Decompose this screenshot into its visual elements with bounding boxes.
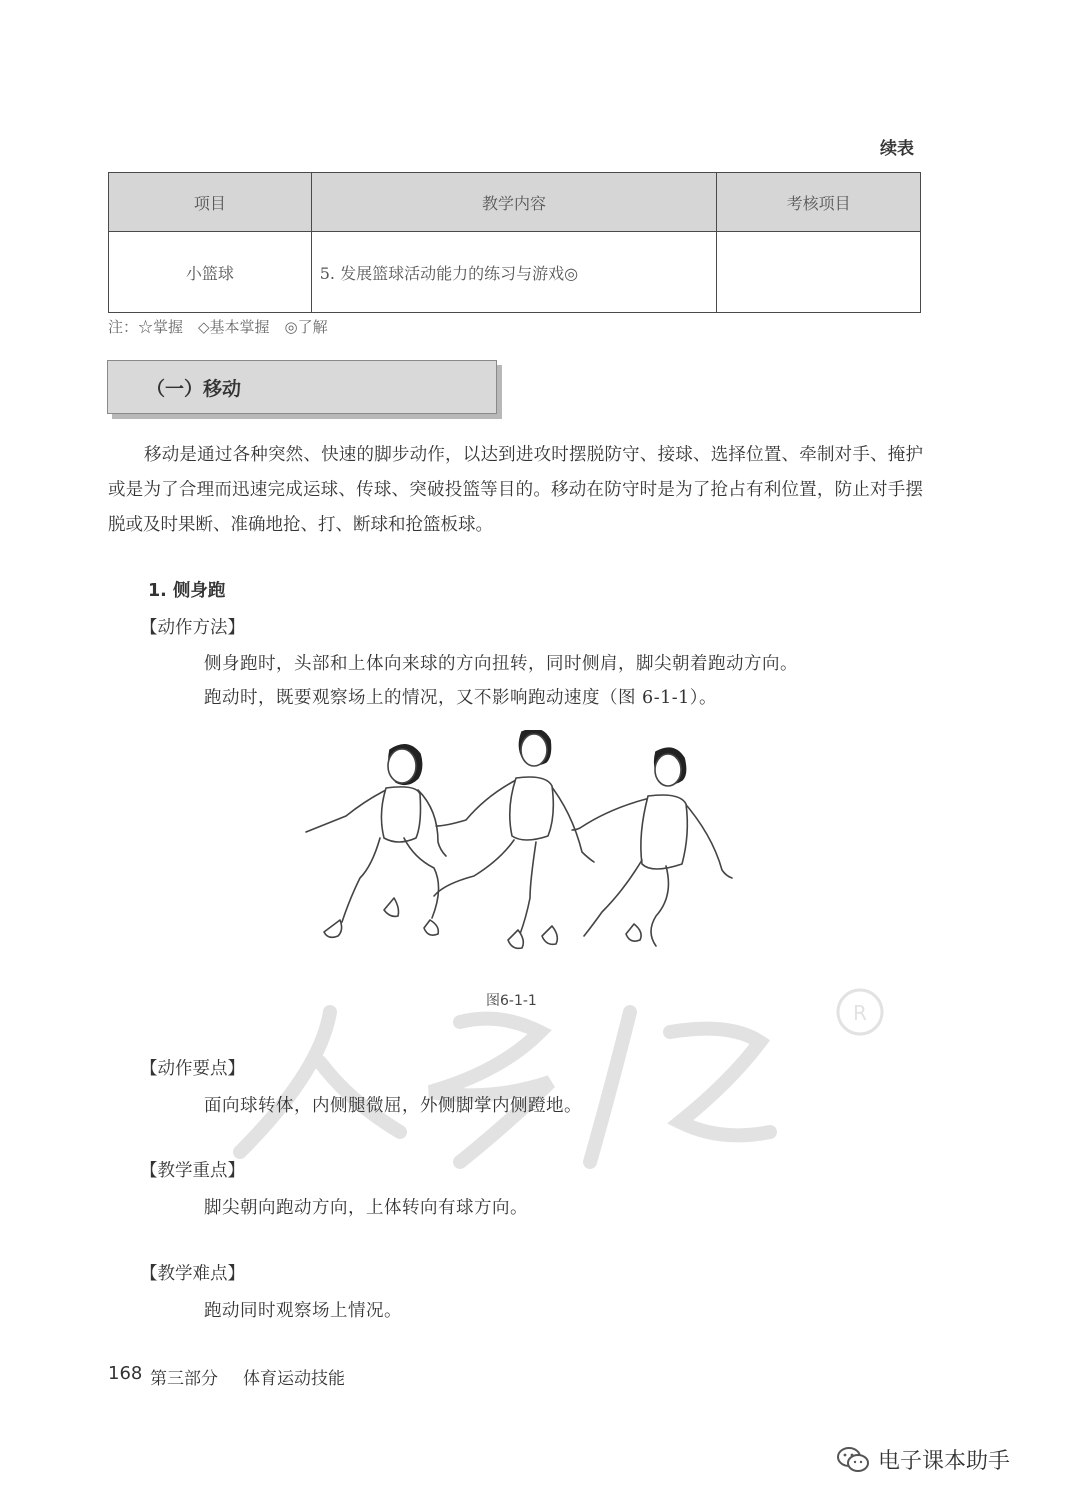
table-cell-item: 小篮球 — [109, 232, 312, 313]
section-heading-box — [107, 360, 497, 414]
table-row — [109, 232, 921, 313]
continued-table-label: 续表 — [880, 139, 914, 159]
table-cell-content: 5. 发展篮球活动能力的练习与游戏◎ — [311, 232, 716, 313]
key-points-label: 【动作要点】 — [140, 1059, 245, 1079]
table-header-item: 项目 — [109, 173, 312, 232]
teaching-focus-text: 脚尖朝向跑动方向，上体转向有球方向。 — [204, 1198, 528, 1218]
teaching-difficulty-label: 【教学难点】 — [140, 1264, 245, 1284]
footer-title: 体育运动技能 — [243, 1369, 345, 1389]
svg-text:R: R — [853, 1001, 867, 1025]
curriculum-table — [108, 172, 921, 313]
table-cell-assessment — [717, 232, 921, 313]
action-method-label: 【动作方法】 — [140, 618, 245, 638]
side-running-illustration — [290, 730, 740, 960]
teaching-difficulty-text: 跑动同时观察场上情况。 — [204, 1301, 402, 1321]
table-header-content: 教学内容 — [311, 173, 716, 232]
wechat-account-badge — [836, 1444, 1010, 1475]
section-title: （一）移动 — [146, 378, 242, 400]
runner-figure-3 — [542, 748, 732, 946]
figure-caption: 图6-1-1 — [486, 993, 537, 1009]
page-number: 168 — [108, 1363, 143, 1384]
publisher-watermark — [210, 972, 900, 1172]
key-points-text: 面向球转体，内侧腿微屈，外侧脚掌内侧蹬地。 — [204, 1096, 582, 1116]
table-header-row — [109, 173, 921, 232]
intro-paragraph: 移动是通过各种突然、快速的脚步动作，以达到进攻时摆脱防守、接球、选择位置、牵制对手、掩护或是为了合理而迅速完成运球、传球、突破投篮等目的。移动在防守时是为了抢占有利位置，防止对手摆脱或及时果断、准确地抢、打、断球和抢篮板球。 — [108, 445, 923, 535]
table-header-assessment: 考核项目 — [717, 173, 921, 232]
action-method-line-1: 侧身跑时，头部和上体向来球的方向扭转，同时侧肩，脚尖朝着跑动方向。 — [204, 654, 798, 674]
legend-note: 注：☆掌握 ◇基本掌握 ◎了解 — [108, 318, 328, 336]
wechat-account-name: 电子课本助手 — [878, 1449, 1011, 1474]
action-method-line-2: 跑动时，既要观察场上的情况，又不影响跑动速度（图 6-1-1）。 — [204, 688, 718, 708]
teaching-focus-label: 【教学重点】 — [140, 1161, 245, 1181]
wechat-icon — [836, 1445, 870, 1475]
footer-part: 第三部分 — [150, 1369, 218, 1389]
subsection-title: 1. 侧身跑 — [148, 581, 226, 601]
runner-figure-1 — [306, 745, 446, 937]
